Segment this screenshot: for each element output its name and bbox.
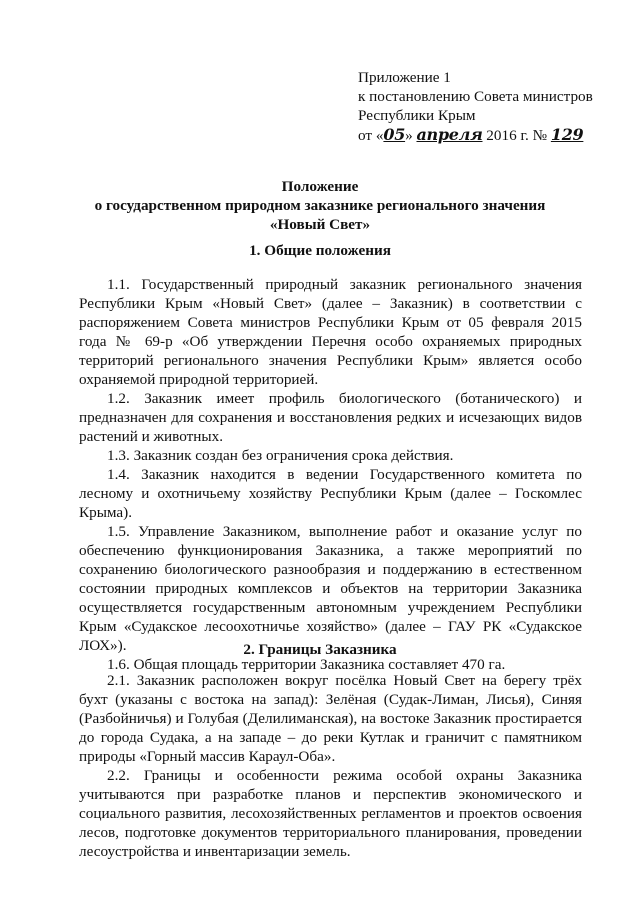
date-mid: » <box>405 127 413 144</box>
title-line-3: «Новый Свет» <box>269 216 371 233</box>
paragraph-2-1: 2.1. Заказник расположен вокруг посёлка Новый Свет на берегу трёх бухт (указаны с востока на запад): Зелёная (Судак-Лиман, Лисья), Синяя (Разбойничья) и Голубая (Делилиманская), на востоке Заказник простирается до города Судака, а на западе – до реки Кутлак и граничит с памятником природы «Горный массив Караул-Оба». <box>79 672 582 765</box>
paragraph-1-6: 1.6. Общая площадь территории Заказника составляет 470 га. <box>107 656 506 673</box>
date-prefix: от « <box>358 127 384 144</box>
annex-line-1: Приложение 1 <box>358 69 451 86</box>
title-line-1: Положение <box>281 178 359 195</box>
annex-line-3: Республики Крым <box>358 107 476 124</box>
section-1-body <box>79 275 582 674</box>
title-line-2: о государственном природном заказнике регионального значения <box>94 197 546 214</box>
paragraph-1-1: 1.1. Государственный природный заказник регионального значения Республики Крым «Новый Свет» (далее – Заказник) в соответствии с распоряжением Совета министров Республики Крым от 05 февраля 2015 года № 69-р «Об утверждении Перечня особо охраняемых природных территорий регионального значения Республики Крым» является особо охраняемой природной территорией. <box>79 276 582 388</box>
annex-line-2: к постановлению Совета министров <box>358 88 593 105</box>
paragraph-1-2: 1.2. Заказник имеет профиль биологического (ботанического) и предназначен для сохранения и восстановления редких и исчезающих видов растений и животных. <box>79 390 582 445</box>
document-title <box>40 177 600 234</box>
annex-date-line <box>358 125 593 145</box>
handwritten-number: 129 <box>550 125 584 144</box>
date-year: 2016 г. № <box>486 127 548 144</box>
paragraph-1-3: 1.3. Заказник создан без ограничения срока действия. <box>107 447 454 464</box>
handwritten-day: 05 <box>383 125 406 144</box>
section-1-heading: 1. Общие положения <box>249 242 391 259</box>
section-2-body <box>79 671 582 861</box>
paragraph-2-2: 2.2. Границы и особенности режима особой охраны Заказника учитываются при разработке планов и перспектив экономического и социального развития, лесохозяйственных регламентов и проектов освоения лесов, подготовке документов территориального планирования, проведении лесоустройства и инвентаризации земель. <box>79 767 582 860</box>
section-2-heading: 2. Границы Заказника <box>243 641 397 658</box>
handwritten-month: апреля <box>416 125 483 144</box>
paragraph-1-5: 1.5. Управление Заказником, выполнение работ и оказание услуг по обеспечению функционирования Заказника, а также мероприятий по сохранению биологического разнообразия и поддержанию в естественном состоянии природных комплексов и объектов на территории Заказника осуществляется государственным автономным учреждением Республики Крым «Судакское лесоохотничье хозяйство» (далее – ГАУ РК «Судакское ЛОХ»). <box>79 523 582 654</box>
annex-block <box>358 68 593 145</box>
paragraph-1-4: 1.4. Заказник находится в ведении Государственного комитета по лесному и охотничьему хозяйству Республики Крым (далее – Госкомлес Крыма). <box>79 466 582 521</box>
